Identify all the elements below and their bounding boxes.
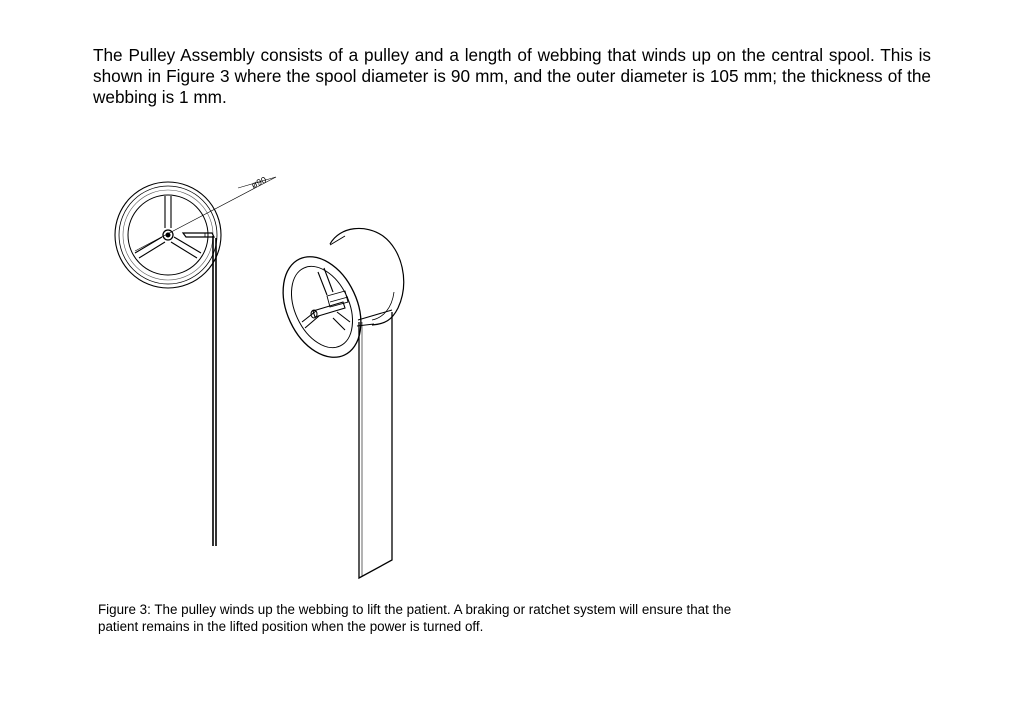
front-spoke-top xyxy=(318,268,333,295)
front-flange-inner xyxy=(279,257,364,358)
spoke-left xyxy=(135,237,165,258)
spoke-top xyxy=(165,196,171,228)
figure-caption: Figure 3: The pulley winds up the webbing to lift the patient. A braking or ratchet system will ensure that the patient remains in the lifted position when the power is turned off. xyxy=(98,602,732,634)
pulley-isometric-view xyxy=(268,228,404,578)
diameter-dimension xyxy=(135,175,276,251)
pulley-front-view xyxy=(115,182,221,546)
diameter-label: ø90 xyxy=(249,174,269,191)
front-spoke-left xyxy=(302,311,319,328)
spoke-right xyxy=(171,237,201,258)
webbing-strip xyxy=(359,312,392,578)
front-spoke-right xyxy=(333,312,350,330)
webbing-anchor xyxy=(183,233,214,237)
intro-paragraph: The Pulley Assembly consists of a pulley and a length of webbing that winds up on the central spool. This is shown in Figure 3 where the spool diameter is 90 mm, and the outer diameter is 105 mm; the thickness of the webbing is 1 mm. xyxy=(93,45,931,107)
front-flange-outer xyxy=(268,244,376,370)
